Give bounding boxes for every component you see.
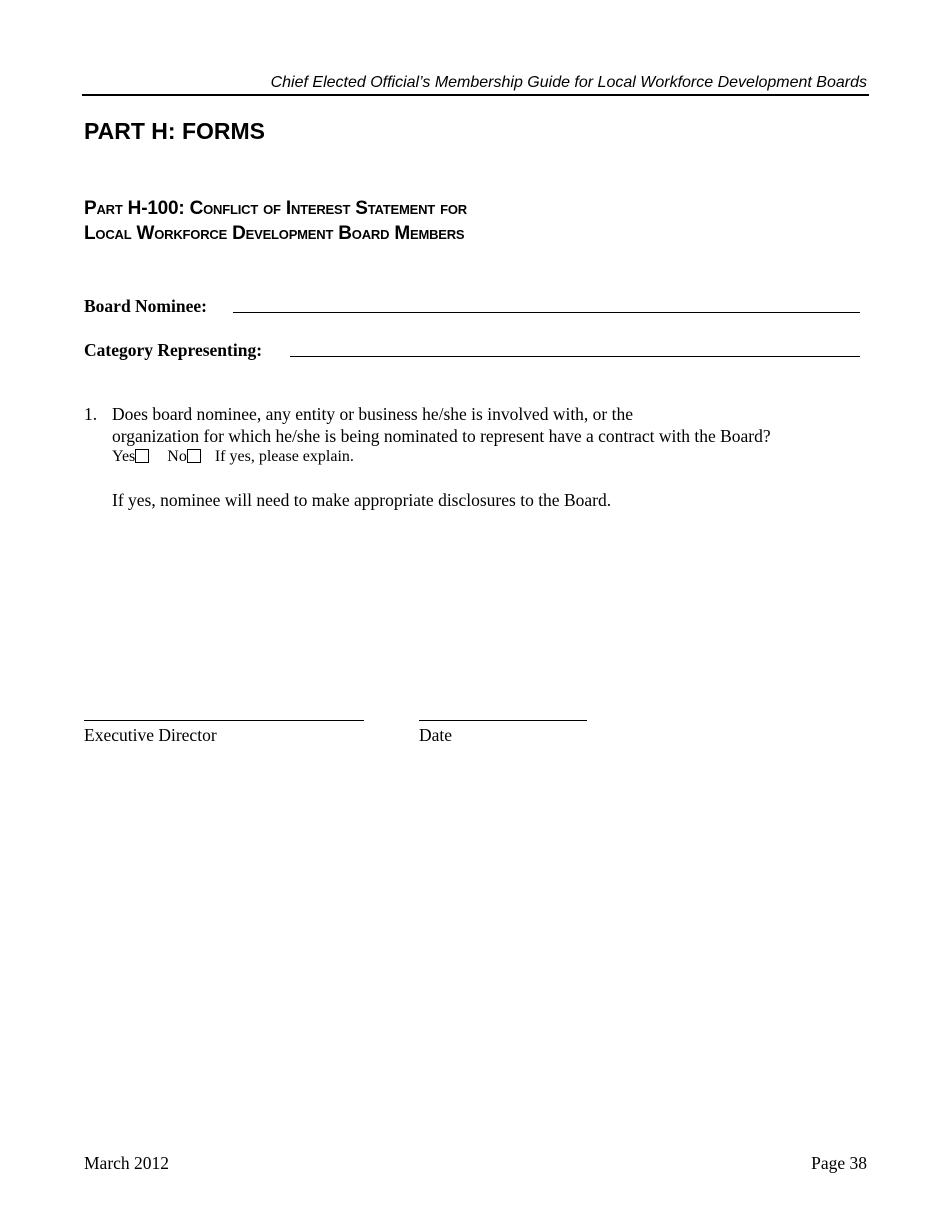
answer-options [112, 447, 354, 467]
question-number: 1. [84, 404, 98, 424]
category-representing-field[interactable] [290, 356, 860, 357]
explain-label: If yes, please explain. [214, 448, 354, 466]
section-title [84, 196, 467, 246]
part-title: PART H: FORMS [84, 118, 266, 144]
date-label: Date [419, 725, 453, 745]
executive-director-signature-line[interactable] [84, 720, 364, 721]
footer-date: March 2012 [84, 1153, 170, 1173]
disclosure-note: If yes, nominee will need to make appropriate disclosures to the Board. [112, 490, 612, 510]
board-nominee-label: Board Nominee: [84, 296, 207, 316]
running-header: Chief Elected Official’s Membership Guide for Local Workforce Development Boards [270, 74, 867, 91]
category-representing-label: Category Representing: [84, 340, 263, 360]
section-title-line-2: Local Workforce Development Board Members [84, 223, 465, 244]
no-checkbox[interactable] [187, 449, 201, 463]
section-title-line-1: Part H-100: Conflict of Interest Statement for [84, 198, 467, 219]
date-signature-line[interactable] [419, 720, 587, 721]
executive-director-label: Executive Director [84, 725, 217, 745]
board-nominee-field[interactable] [233, 312, 860, 313]
header-rule [82, 94, 869, 96]
yes-label: Yes [112, 448, 136, 466]
yes-checkbox[interactable] [135, 449, 149, 463]
question-text-line-1: Does board nominee, any entity or business he/she is involved with, or the [112, 404, 634, 424]
question-text-line-2: organization for which he/she is being nominated to represent have a contract with the Board? [112, 426, 771, 446]
footer-page-number: Page 38 [811, 1153, 867, 1173]
question-text [112, 403, 902, 447]
no-label: No [167, 448, 187, 466]
